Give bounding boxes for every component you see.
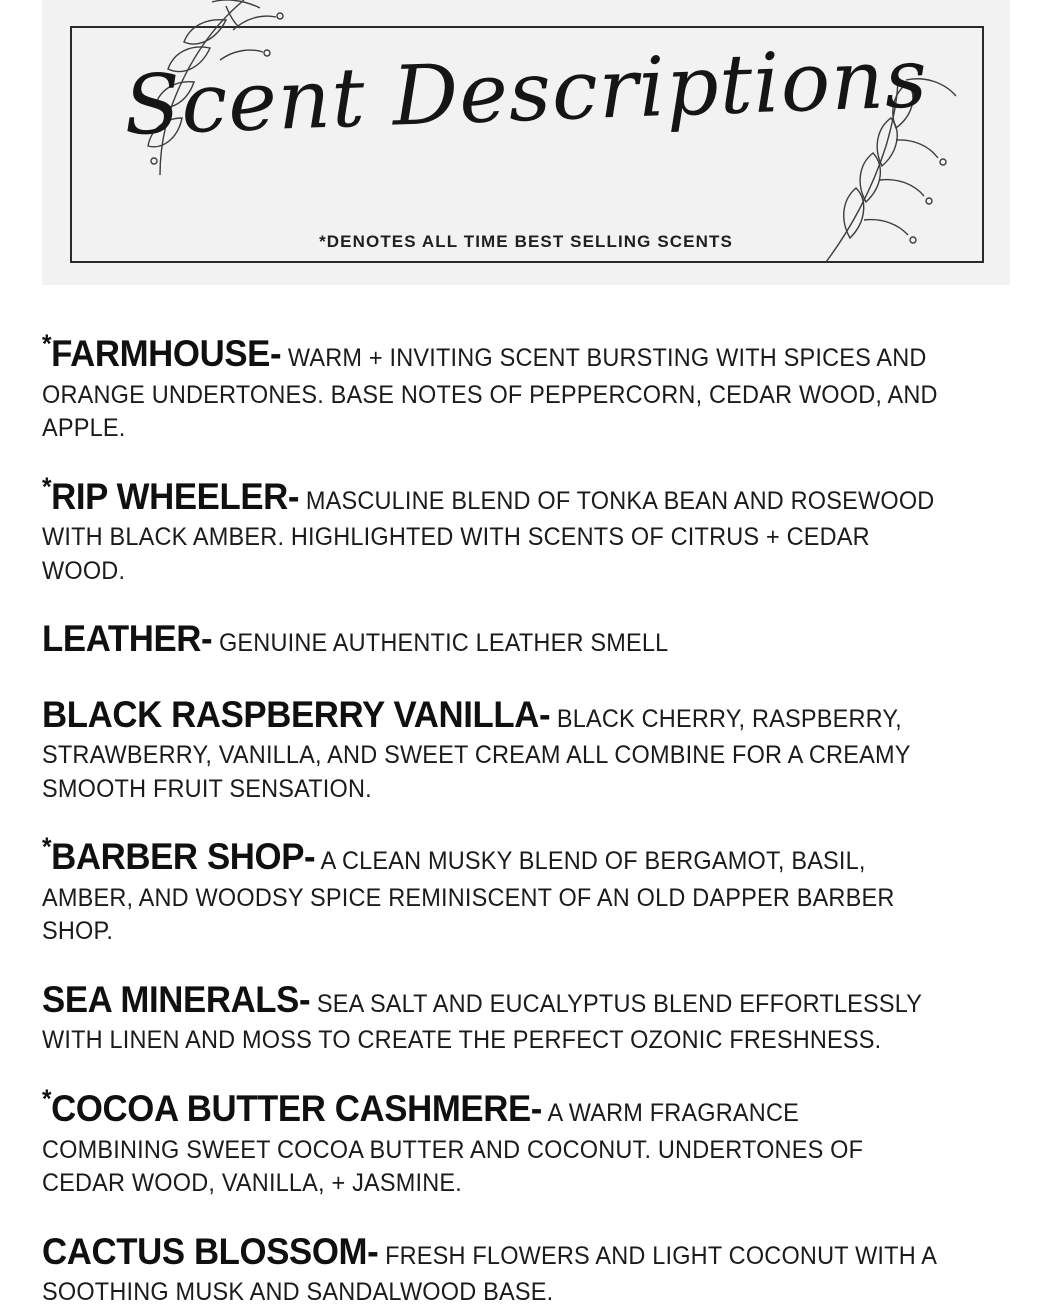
scent-description: A CLEAN MUSKY BLEND OF BERGAMOT, BASIL, AMBER, AND WOODSY SPICE REMINISCENT OF AN OLD DAPPER BARBER SHOP.	[42, 847, 895, 946]
scent-list	[0, 329, 1040, 1310]
list-item	[42, 832, 1000, 949]
best-seller-star: *	[42, 328, 52, 359]
list-item	[42, 329, 1000, 446]
page-title: Scent Descriptions	[122, 30, 930, 155]
scent-name: BARBER SHOP-	[51, 836, 316, 878]
scent-description: SEA SALT AND EUCALYPTUS BLEND EFFORTLESSLY WITH LINEN AND MOSS TO CREATE THE PERFECT OZONIC FRESHNESS.	[42, 989, 922, 1055]
best-seller-star: *	[42, 831, 52, 862]
scent-description: MASCULINE BLEND OF TONKA BEAN AND ROSEWOOD WITH BLACK AMBER. HIGHLIGHTED WITH SCENTS OF CITRUS + CEDAR WOOD.	[42, 486, 935, 585]
banner-subtitle: *DENOTES ALL TIME BEST SELLING SCENTS	[319, 232, 733, 251]
scent-description: FRESH FLOWERS AND LIGHT COCONUT WITH A SOOTHING MUSK AND SANDALWOOD BASE.	[42, 1241, 936, 1307]
list-item	[42, 614, 1000, 664]
scent-description: GENUINE AUTHENTIC LEATHER SMELL	[218, 629, 669, 658]
scent-name: LEATHER-	[42, 618, 213, 660]
scent-name: RIP WHEELER-	[51, 475, 300, 517]
list-item	[42, 975, 1000, 1058]
list-item	[42, 1227, 1000, 1310]
list-item	[42, 690, 1000, 807]
list-item	[42, 1084, 1000, 1201]
best-seller-star: *	[42, 471, 52, 502]
scent-description: A WARM FRAGRANCE COMBINING SWEET COCOA BUTTER AND COCONUT. UNDERTONES OF CEDAR WOOD, VANILLA, + JASMINE.	[42, 1098, 864, 1198]
scent-name: FARMHOUSE-	[51, 333, 282, 374]
scent-name: BLACK RASPBERRY VANILLA-	[42, 693, 551, 735]
scent-description: BLACK CHERRY, RASPBERRY, STRAWBERRY, VANILLA, AND SWEET CREAM ALL COMBINE FOR A CREAMY SMOOTH FRUIT SENSATION.	[42, 704, 911, 803]
header-banner	[42, 0, 1010, 285]
scent-description: WARM + INVITING SCENT BURSTING WITH SPICES AND ORANGE UNDERTONES. BASE NOTES OF PEPPERCORN, CEDAR WOOD, AND APPLE.	[42, 344, 938, 443]
list-item	[42, 472, 1000, 589]
scent-name: CACTUS BLOSSOM-	[42, 1230, 379, 1272]
best-seller-star: *	[42, 1083, 52, 1114]
scent-name: SEA MINERALS-	[42, 978, 311, 1020]
scent-name: COCOA BUTTER CASHMERE-	[51, 1087, 543, 1129]
